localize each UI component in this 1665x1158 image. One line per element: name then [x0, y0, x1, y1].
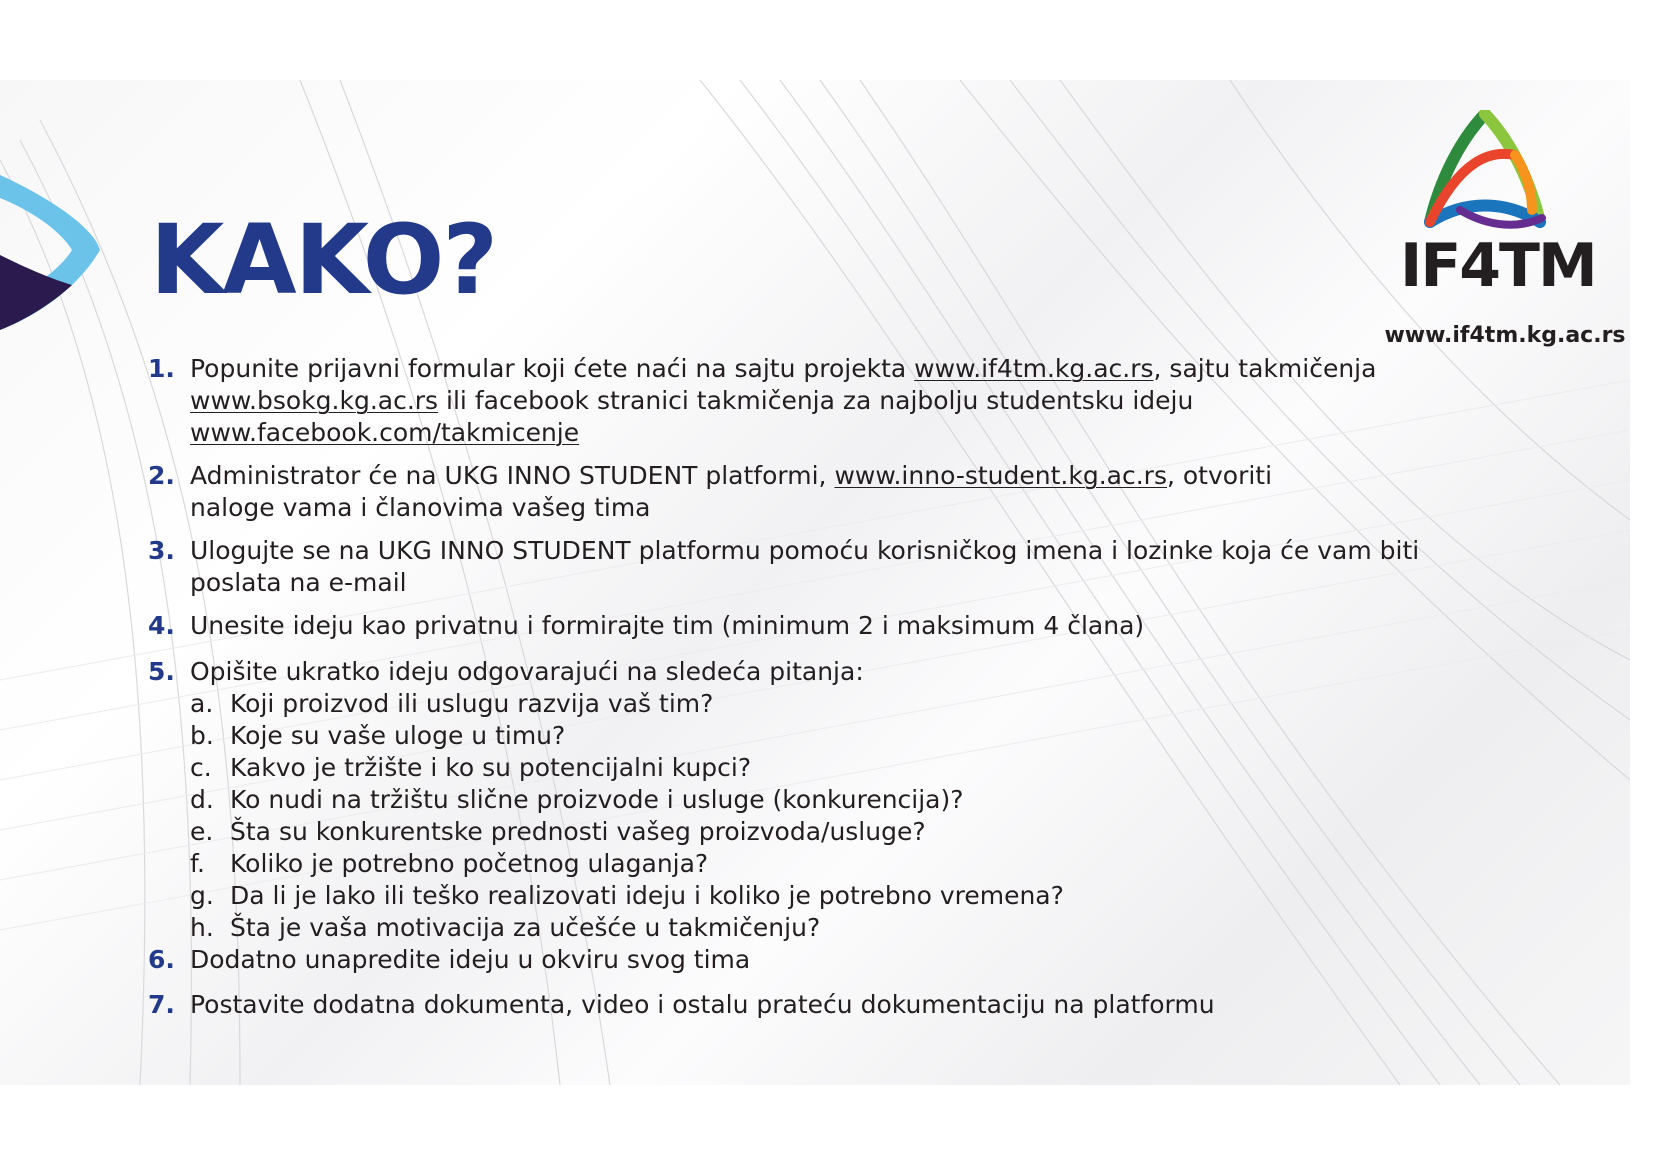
step-item: [148, 353, 1568, 449]
step-number: 1.: [148, 354, 175, 383]
step-text: [190, 461, 1272, 522]
question-letter: c.: [190, 753, 212, 782]
question-item: [190, 752, 1568, 784]
step-text-segment: Popunite prijavni formular koji ćete naći na sajtu projekta: [190, 354, 915, 383]
question-letter: a.: [190, 689, 214, 718]
step-link[interactable]: www.facebook.com/takmicenje: [190, 418, 580, 447]
step-item: [148, 989, 1568, 1021]
question-letter: d.: [190, 785, 214, 814]
step-text: [190, 945, 750, 974]
question-item: [190, 720, 1568, 752]
step-item: [148, 944, 1568, 976]
step-number: 5.: [148, 657, 175, 686]
question-item: [190, 688, 1568, 720]
step-text-segment: Administrator će na UKG INNO STUDENT platformi,: [190, 461, 835, 490]
step-text-segment: Unesite ideju kao privatnu i formirajte tim (minimum 2 i maksimum 4 člana): [190, 611, 1145, 640]
question-text: Ko nudi na tržištu slične proizvode i usluge (konkurencija)?: [230, 785, 964, 814]
step-link[interactable]: www.bsokg.kg.ac.rs: [190, 386, 439, 415]
step-item: [148, 610, 1568, 642]
step-item: [148, 656, 1568, 944]
question-text: Koliko je potrebno početnog ulaganja?: [230, 849, 709, 878]
step-text-segment: ili facebook stranici takmičenja za najbolju studentsku ideju: [438, 386, 1194, 415]
logo-wordmark: IF4TM: [1400, 231, 1596, 301]
question-item: [190, 816, 1568, 848]
step-item: [148, 460, 1568, 524]
question-text: Koji proizvod ili uslugu razvija vaš tim?: [230, 689, 714, 718]
step-text: [190, 611, 1144, 640]
question-letter: f.: [190, 849, 205, 878]
triangle-logo-icon: [1420, 110, 1550, 232]
step-text-segment: Postavite dodatna dokumenta, video i ostalu prateću dokumentaciju na platformu: [190, 990, 1215, 1019]
question-item: [190, 848, 1568, 880]
question-letter: e.: [190, 817, 214, 846]
step-text: [190, 354, 1376, 447]
question-text: Da li je lako ili teško realizovati ideju i koliko je potrebno vremena?: [230, 881, 1064, 910]
question-letter: b.: [190, 721, 214, 750]
question-list: [190, 688, 1568, 944]
logo-url: www.if4tm.kg.ac.rs: [1384, 323, 1626, 348]
question-item: [190, 784, 1568, 816]
step-text-segment: Opišite ukratko ideju odgovarajući na sledeća pitanja:: [190, 657, 864, 686]
step-text-segment: poslata na e-mail: [190, 568, 407, 597]
step-text-segment: Ulogujte se na UKG INNO STUDENT platformu pomoću korisničkog imena i lozinke koja će vam biti: [190, 536, 1420, 565]
step-number: 6.: [148, 945, 175, 974]
step-link[interactable]: www.if4tm.kg.ac.rs: [914, 354, 1154, 383]
question-item: [190, 880, 1568, 912]
step-number: 7.: [148, 990, 175, 1019]
question-item: [190, 912, 1568, 944]
page-title: KAKO?: [150, 204, 497, 316]
step-number: 3.: [148, 536, 175, 565]
question-text: Šta su konkurentske prednosti vašeg proizvoda/usluge?: [230, 817, 926, 846]
question-text: Šta je vaša motivacija za učešće u takmičenju?: [230, 913, 821, 942]
step-number: 2.: [148, 461, 175, 490]
step-text: [190, 657, 864, 686]
step-text-segment: Dodatno unapredite ideju u okviru svog tima: [190, 945, 751, 974]
question-letter: h.: [190, 913, 214, 942]
question-text: Kakvo je tržište i ko su potencijalni kupci?: [230, 753, 752, 782]
step-text-segment: , otvoriti: [1166, 461, 1273, 490]
if4tm-logo: [1360, 110, 1630, 348]
step-link[interactable]: www.inno-student.kg.ac.rs: [834, 461, 1167, 490]
step-text-segment: , sajtu takmičenja: [1153, 354, 1377, 383]
step-item: [148, 535, 1568, 599]
step-number: 4.: [148, 611, 175, 640]
step-text: [190, 536, 1419, 597]
question-letter: g.: [190, 881, 214, 910]
question-text: Koje su vaše uloge u timu?: [230, 721, 566, 750]
step-text-segment: naloge vama i članovima vašeg tima: [190, 493, 651, 522]
step-text: [190, 990, 1215, 1019]
